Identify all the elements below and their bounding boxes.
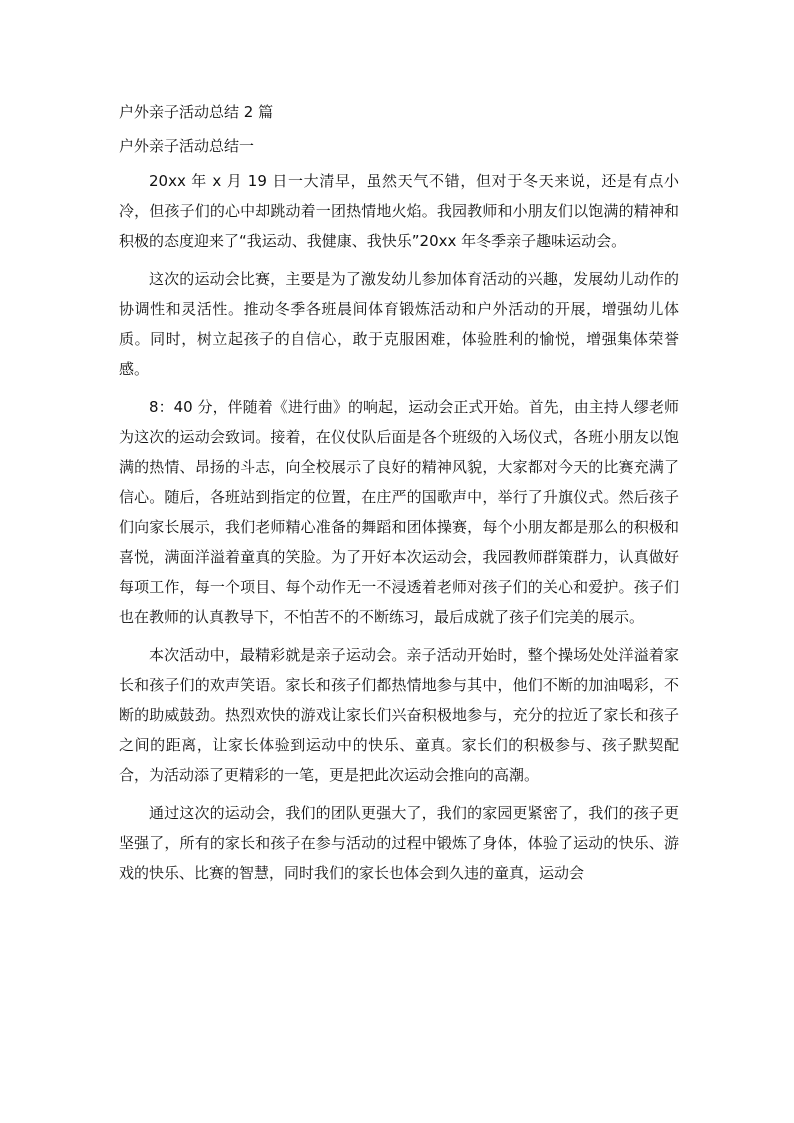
paragraph-1: 20xx 年 x 月 19 日一大清早，虽然天气不错，但对于冬天来说，还是有点小冷，但孩子们的心中却跳动着一团热情地火焰。我园教师和小朋友们以饱满的精神和积极的态度迎来了“我运动、我健康、我快乐”20xx 年冬季亲子趣味运动会。 — [119, 172, 679, 250]
document-title: 户外亲子活动总结 2 篇 — [119, 103, 274, 121]
paragraph-4: 本次活动中，最精彩就是亲子运动会。亲子活动开始时，整个操场处处洋溢着家长和孩子们的欢声笑语。家长和孩子们都热情地参与其中，他们不断的加油喝彩，不断的助威鼓劲。热烈欢快的游戏让家长们兴奋积极地参与，充分的拉近了家长和孩子之间的距离，让家长体验到运动中的快乐、童真。家长们的积极参与、孩子默契配合，为活动添了更精彩的一笔，更是把此次运动会推向的高潮。 — [119, 646, 679, 784]
document-body — [119, 98, 679, 896]
paragraph-5: 通过这次的运动会，我们的团队更强大了，我们的家园更紧密了，我们的孩子更坚强了，所有的家长和孩子在参与活动的过程中锻炼了身体，体验了运动的快乐、游戏的快乐、比赛的智慧，同时我们的家长也体会到久违的童真，运动会 — [119, 804, 679, 882]
section-heading: 户外亲子活动总结一 — [119, 137, 255, 155]
paragraph-2: 这次的运动会比赛，主要是为了激发幼儿参加体育活动的兴趣，发展幼儿动作的协调性和灵活性。推动冬季各班晨间体育锻炼活动和户外活动的开展，增强幼儿体质。同时，树立起孩子的自信心，敢于克服困难，体验胜利的愉悦，增强集体荣誉感。 — [119, 270, 679, 378]
paragraph-3: 8：40 分，伴随着《进行曲》的响起，运动会正式开始。首先，由主持人缪老师为这次的运动会致词。接着，在仪仗队后面是各个班级的入场仪式，各班小朋友以饱满的热情、昂扬的斗志，向全校展示了良好的精神风貌，大家都对今天的比赛充满了信心。随后，各班站到指定的位置，在庄严的国歌声中，举行了升旗仪式。然后孩子们向家长展示，我们老师精心准备的舞蹈和团体操赛，每个小朋友都是那么的积极和喜悦，满面洋溢着童真的笑脸。为了开好本次运动会，我园教师群策群力，认真做好每项工作，每一个项目、每个动作无一不浸透着老师对孩子们的关心和爱护。孩子们也在教师的认真教导下，不怕苦不的不断练习，最后成就了孩子们完美的展示。 — [119, 398, 679, 626]
